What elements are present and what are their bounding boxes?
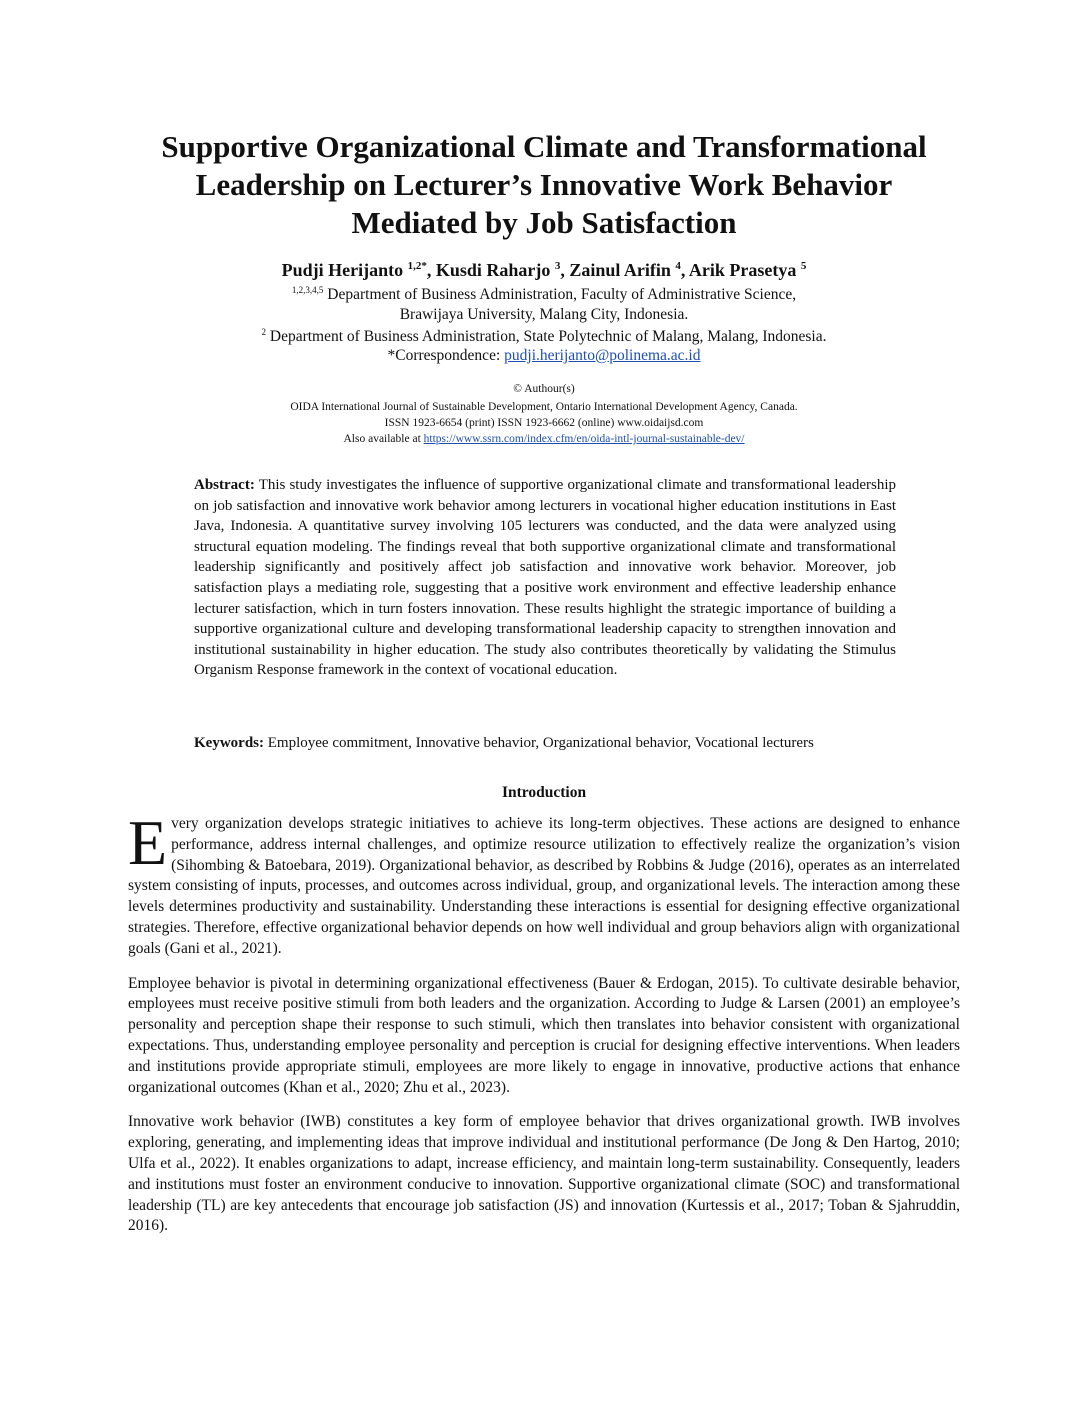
issn-line: ISSN 1923-6654 (print) ISSN 1923-6662 (online) www.oidaijsd.com: [384, 417, 704, 429]
author-name: Pudji Herijanto: [281, 260, 404, 280]
journal-line: OIDA International Journal of Sustainable Development, Ontario International Development Agency, Canada.: [290, 401, 798, 413]
keywords-label: Keywords:: [194, 735, 264, 751]
introduction-body: [128, 807, 960, 1251]
abstract-text: This study investigates the influence of supportive organizational climate and transformational leadership on job satisfaction and innovative work behavior among lecturers in vocational higher education institutions in East Java, Indonesia. A quantitative survey involving 105 lecturers was conducted, and the data were analyzed using structural equation modeling. The findings reveal that both supportive organizational climate and transformational leadership significantly and positively affect job satisfaction and innovative work behavior. Moreover, job satisfaction plays a mediating role, suggesting that a positive work environment and effective leadership enhance lecturer satisfaction, which in turn fosters innovation. These results highlight the strategic importance of building a supportive organizational culture and developing transformational leadership capacity to strengthen innovation and institutional sustainability in higher education. The study also contributes theoretically by validating the Stimulus Organism Response framework in the context of vocational education.: [194, 477, 897, 679]
author-affiliation-marker: 1,2*: [407, 260, 427, 272]
correspondence-line: [0, 346, 1088, 366]
paragraph-text: very organization develops strategic initiatives to achieve its long-term objectives. These actions are designed to enhance performance, address internal challenges, and optimize resource utilization to effectively realize the organization’s vision (Sihombing & Batoebara, 2019). Organizational behavior, as described by Robbins & Judge (2016), operates as an interrelated system consisting of inputs, processes, and outcomes across individual, group, and organizational levels. The interaction among these levels determines productivity and sustainability. Understanding these interactions is essential for designing effective organizational strategies. Therefore, effective organizational behavior depends on how well individual and group behaviors align with organizational goals (Gani et al., 2021).: [128, 815, 960, 957]
author-name: Arik Prasetya: [688, 260, 797, 280]
abstract-label: Abstract:: [194, 477, 255, 493]
availability-line: [0, 431, 1088, 447]
paragraph: [128, 807, 960, 960]
drop-cap: E: [128, 807, 168, 878]
author-list: Pudji Herijanto $^{1,2*}$, Kusdi Raharjo $^3$, Zainul Arifin $^4$, Arik Prasetya $^5$: [281, 260, 807, 280]
ssrn-link[interactable]: https://www.ssrn.com/index.cfm/en/oida-intl-journal-sustainable-dev/: [423, 433, 745, 445]
affiliation-text: Department of Business Administration, State Polytechnic of Malang, Malang, Indonesia.: [269, 328, 827, 345]
correspondence-label: *Correspondence:: [387, 347, 505, 364]
correspondence-email-link[interactable]: pudji.herijanto@polinema.ac.id: [504, 347, 701, 364]
author-affiliation-marker: 4: [675, 260, 681, 272]
affiliation-line-3: [0, 327, 1088, 347]
author-name: Zainul Arifin: [569, 260, 671, 280]
paragraph: Innovative work behavior (IWB) constitutes a key form of employee behavior that drives organizational growth. IWB involves exploring, generating, and implementing ideas that improve individual and institutional performance (De Jong & Den Hartog, 2010; Ulfa et al., 2022). It enables organizations to adapt, increase efficiency, and maintain long-term sustainability. Consequently, leaders and institutions must foster an environment conducive to innovation. Supportive organizational climate (SOC) and transformational leadership (TL) are key antecedents that encourage job satisfaction (JS) and innovation (Kurtessis et al., 2017; Toban & Sjahruddin, 2016).: [128, 1113, 960, 1235]
copyright-line: © Authour(s): [513, 383, 575, 395]
affiliation-marker: 2: [261, 327, 266, 337]
author-affiliation-marker: 5: [800, 260, 807, 272]
keywords-block: [194, 733, 896, 754]
affiliation-line-1: [0, 285, 1088, 305]
author-name: Kusdi Raharjo: [435, 260, 551, 280]
paper-title: [100, 128, 988, 242]
section-heading-introduction: Introduction: [501, 784, 587, 801]
abstract-block: [194, 475, 896, 681]
title-line-1: Supportive Organizational Climate and Transformational: [161, 129, 927, 164]
author-affiliation-marker: 3: [554, 260, 561, 272]
affiliation-marker: 1,2,3,4,5: [291, 285, 324, 295]
affiliation-text: Department of Business Administration, Faculty of Administrative Science,: [327, 286, 797, 303]
paragraph: Employee behavior is pivotal in determining organizational effectiveness (Bauer & Erdogan, 2015). To cultivate desirable behavior, employees must receive positive stimuli from both leaders and the organization. According to Judge & Larsen (2001) an employee’s personality and perception shape their response to such stimuli, which then translates into behavior consistent with organizational expectations. Thus, understanding employee personality and perception is crucial for designing effective interventions. When leaders and institutions provide appropriate stimuli, employees are more likely to engage in innovative, productive actions that enhance organizational outcomes (Khan et al., 2020; Zhu et al., 2023).: [128, 974, 960, 1096]
availability-label: Also available at: [343, 433, 424, 445]
keywords-text: Employee commitment, Innovative behavior, Organizational behavior, Vocational lecturers: [267, 735, 814, 751]
title-line-2: Leadership on Lecturer’s Innovative Work Behavior: [195, 167, 893, 202]
title-line-3: Mediated by Job Satisfaction: [351, 205, 737, 240]
affiliation-line-2: Brawijaya University, Malang City, Indonesia.: [399, 306, 689, 323]
